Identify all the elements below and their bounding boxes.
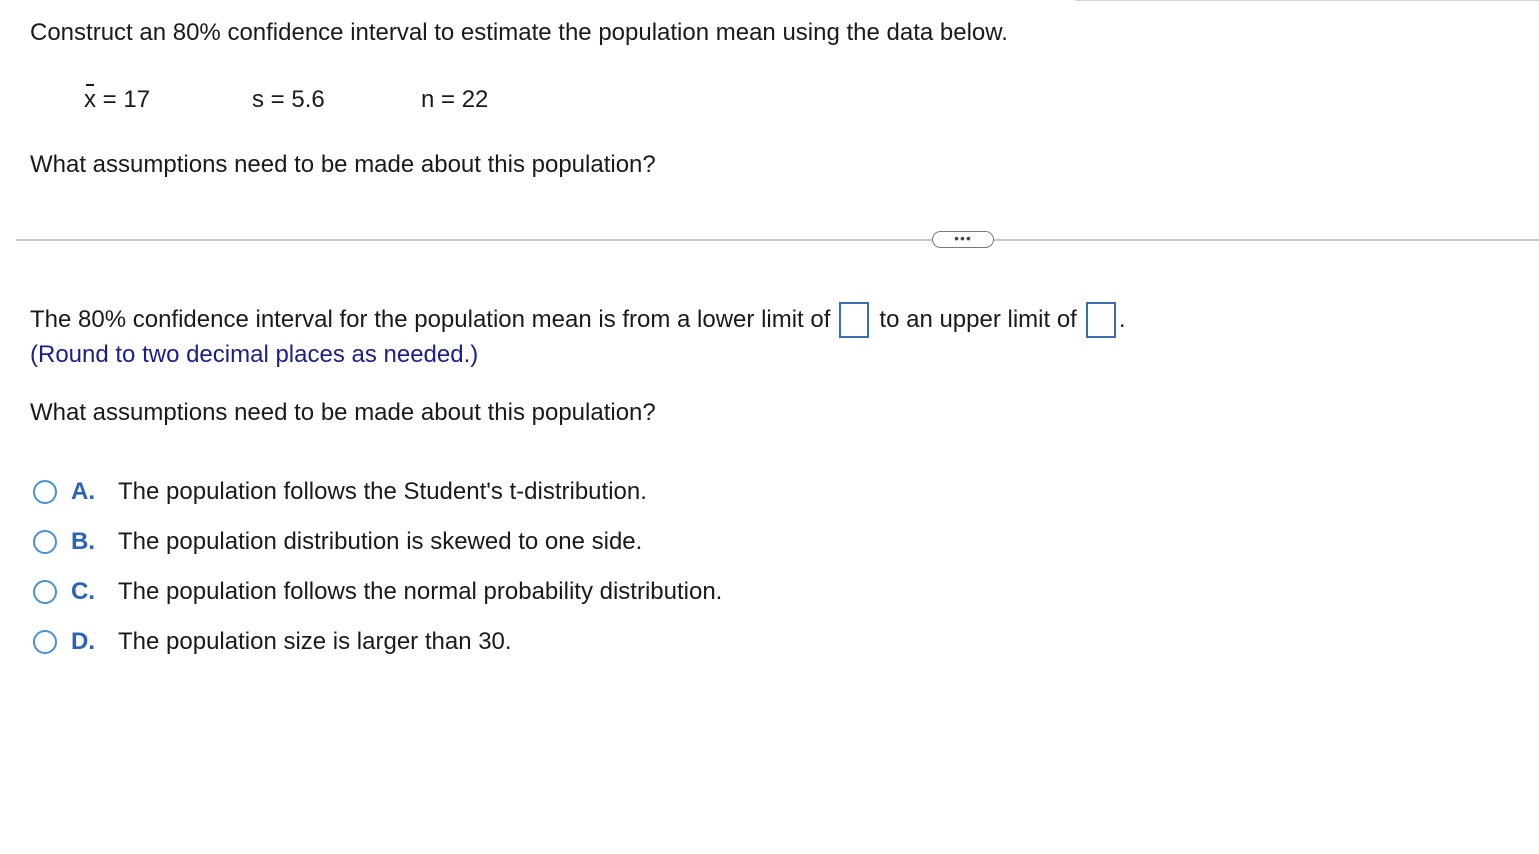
choice-letter: D. xyxy=(71,628,95,655)
assumption-prompt-bottom: What assumptions need to be made about this population? xyxy=(30,399,656,426)
answer-text-middle: to an upper limit of xyxy=(879,306,1077,333)
choice-text: The population follows the Student's t-distribution. xyxy=(118,478,647,505)
choice-text: The population size is larger than 30. xyxy=(118,628,512,655)
xbar-symbol: x xyxy=(84,86,96,113)
choice-c[interactable] xyxy=(30,575,722,609)
assumption-prompt-top: What assumptions need to be made about this population? xyxy=(30,151,656,178)
confidence-interval-answer xyxy=(30,300,1126,340)
given-standard-deviation: s = 5.6 xyxy=(252,86,325,113)
rounding-instruction: (Round to two decimal places as needed.) xyxy=(30,341,479,368)
choice-text: The population distribution is skewed to one side. xyxy=(118,528,643,555)
choice-a[interactable] xyxy=(30,475,647,509)
answer-text-before: The 80% confidence interval for the population mean is from a lower limit of xyxy=(30,306,831,333)
upper-limit-input[interactable] xyxy=(1086,302,1116,338)
radio-button-icon[interactable] xyxy=(33,580,57,604)
lower-limit-input[interactable] xyxy=(839,302,869,338)
section-divider xyxy=(16,239,1539,241)
choice-b[interactable] xyxy=(30,525,642,559)
radio-button-icon[interactable] xyxy=(33,530,57,554)
expand-more-button[interactable]: ••• xyxy=(932,231,994,248)
given-sample-size: n = 22 xyxy=(421,86,489,113)
radio-button-icon[interactable] xyxy=(33,630,57,654)
choice-d[interactable] xyxy=(30,625,512,659)
answer-text-after: . xyxy=(1118,306,1126,333)
top-border xyxy=(1075,0,1539,1)
choice-letter: A. xyxy=(71,478,95,505)
given-sample-mean xyxy=(84,86,150,114)
radio-button-icon[interactable] xyxy=(33,480,57,504)
given-values xyxy=(0,86,600,118)
choice-letter: C. xyxy=(71,578,95,605)
choice-text: The population follows the normal probability distribution. xyxy=(118,578,723,605)
question-text: Construct an 80% confidence interval to estimate the population mean using the data below. xyxy=(30,19,1008,46)
choice-letter: B. xyxy=(71,528,95,555)
xbar-value: = 17 xyxy=(102,86,151,113)
